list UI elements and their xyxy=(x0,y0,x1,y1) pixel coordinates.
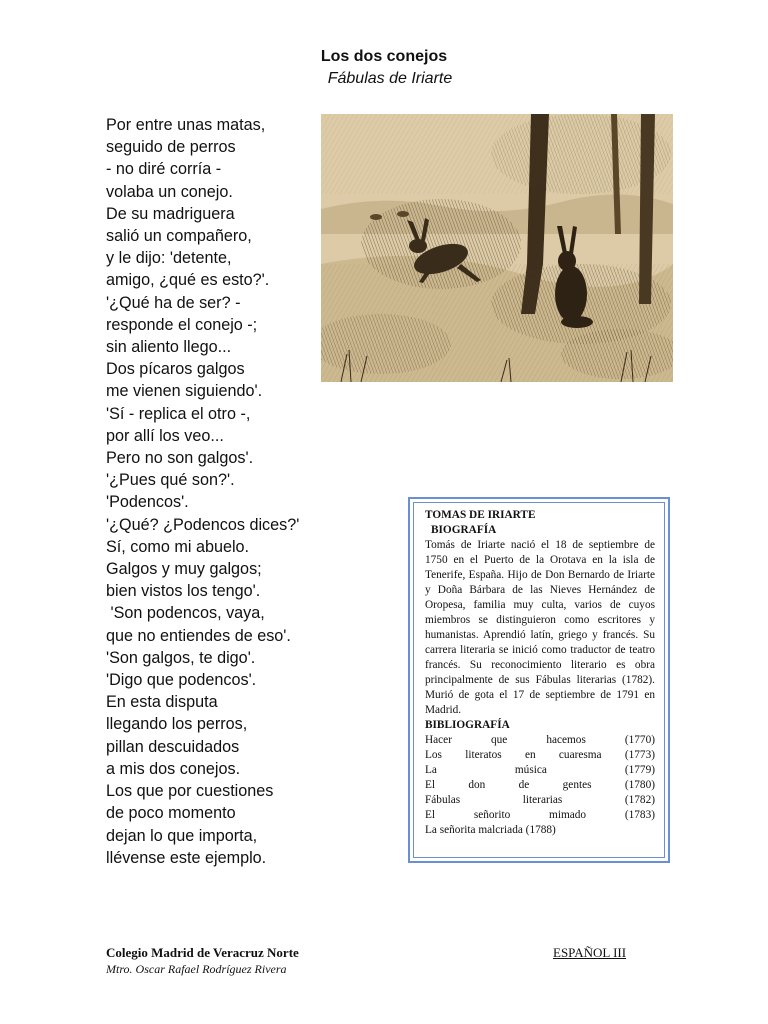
bibliography-item xyxy=(425,793,655,808)
poem-line: pillan descuidados xyxy=(106,737,240,756)
bibliography-title-word: mimado xyxy=(549,809,587,821)
bibliography-year: (1782) xyxy=(624,794,655,806)
poem-line: '¿Pues qué son?'. xyxy=(106,471,235,490)
poem-line: amigo, ¿qué es esto?'. xyxy=(106,271,270,290)
poem-line: sin aliento llego... xyxy=(106,338,232,357)
poem-line: responde el conejo -; xyxy=(106,315,258,334)
bibliography-title-word: Hacer xyxy=(425,734,452,746)
bibliography-heading: BIBLIOGRAFÍA xyxy=(425,719,510,731)
page-subtitle: Fábulas de Iriarte xyxy=(327,70,453,87)
poem-line: que no entiendes de eso'. xyxy=(106,626,291,645)
bibliography-list xyxy=(425,733,655,823)
bio-text: Tomás de Iriarte nació el 18 de septiembre de 1750 en el Puerto de la Orotava en la isla de Tenerife, España. Hijo de Don Bernardo de Iriarte y Doña Bárbara de las Nieves Hernández de Oropesa, familia muy culta, varios de cuyos miembros se distinguieron como escritores y humanistas. Aprendió latín, griego y francés. Su carrera literaria se inició como traductor de teatro francés. Su reconocimiento literario es obra principalmente de sus Fábulas literarias (1782). Murió de gota el 17 de septiembre de 1791 en Madrid. xyxy=(425,539,655,716)
fable-illustration xyxy=(321,114,673,382)
poem-line: volaba un conejo. xyxy=(106,182,233,201)
poem-line: '¿Qué? ¿Podencos dices?' xyxy=(106,515,300,534)
poem-line: 'Sí - replica el otro -, xyxy=(106,404,251,423)
poem-line: seguido de perros xyxy=(106,138,236,157)
bibliography-title-word: música xyxy=(514,764,547,776)
bibliography-title-word: hacemos xyxy=(546,734,586,746)
bibliography-title-word: señorito xyxy=(473,809,511,821)
bibliography-title-word: en xyxy=(524,749,536,761)
page-title: Los dos conejos xyxy=(320,48,448,65)
bibliography-title-word: don xyxy=(468,779,486,791)
bibliography-year: (1773) xyxy=(624,749,655,761)
poem-line: Por entre unas matas, xyxy=(106,116,266,134)
poem-line: de poco momento xyxy=(106,804,236,823)
poem-line: Sí, como mi abuelo. xyxy=(106,537,250,556)
bibliography-year: (1783) xyxy=(624,809,655,821)
poem-line: 'Podencos'. xyxy=(106,493,189,512)
poem-text xyxy=(106,114,346,869)
poem-line: 'Son podencos, vaya, xyxy=(106,604,265,623)
poem-line: Pero no son galgos'. xyxy=(106,449,254,468)
bibliography-item xyxy=(425,808,655,823)
poem-line: Dos pícaros galgos xyxy=(106,360,245,379)
footer-course: ESPAÑOL III xyxy=(553,945,627,960)
footer-school: Colegio Madrid de Veracruz Norte xyxy=(106,945,299,960)
bibliography-item xyxy=(425,778,655,793)
poem-line: me vienen siguiendo'. xyxy=(106,382,263,401)
poem-line: dejan lo que importa, xyxy=(106,826,258,845)
bibliography-last-entry: La señorita malcriada (1788) xyxy=(425,824,556,836)
bibliography-item xyxy=(425,733,655,748)
bibliography-title-word: Los xyxy=(425,749,442,761)
bibliography-title-word: Fábulas xyxy=(425,794,461,806)
poem-line: 'Son galgos, te digo'. xyxy=(106,648,256,667)
bio-subheading: BIOGRAFÍA xyxy=(431,524,497,536)
poem-line: llegando los perros, xyxy=(106,715,248,734)
bibliography-title-word: de xyxy=(518,779,530,791)
bibliography-title-word: literarias xyxy=(522,794,563,806)
bibliography-title-word: literatos xyxy=(465,749,502,761)
bibliography-title-word: cuaresma xyxy=(558,749,602,761)
poem-line: De su madriguera xyxy=(106,204,235,223)
poem-line: En esta disputa xyxy=(106,693,218,712)
biography-box xyxy=(408,497,670,863)
poem-line: llévense este ejemplo. xyxy=(106,848,267,867)
bibliography-title-word: que xyxy=(490,734,508,746)
poem-line: 'Digo que podencos'. xyxy=(106,671,257,690)
poem-line: Galgos y muy galgos; xyxy=(106,560,262,579)
poem-line: Los que por cuestiones xyxy=(106,782,274,801)
bio-heading: TOMAS DE IRIARTE xyxy=(425,509,536,521)
poem-line: a mis dos conejos. xyxy=(106,759,241,778)
bibliography-title-word: La xyxy=(425,764,437,776)
rabbits-engraving-image xyxy=(321,114,673,382)
poem-line: '¿Qué ha de ser? - xyxy=(106,293,241,312)
poem-line: bien vistos los tengo'. xyxy=(106,582,261,601)
bibliography-item xyxy=(425,763,655,778)
bibliography-title-word: El xyxy=(425,779,436,791)
footer-teacher: Mtro. Oscar Rafael Rodríguez Rivera xyxy=(106,962,287,976)
footer-left xyxy=(106,945,299,977)
poem-line: - no diré corría - xyxy=(106,160,222,179)
poem-line: y le dijo: 'detente, xyxy=(106,249,232,268)
bibliography-year: (1780) xyxy=(624,779,655,791)
bibliography-title-word: gentes xyxy=(562,779,592,791)
bibliography-item xyxy=(425,748,655,763)
poem-line: salió un compañero, xyxy=(106,227,252,246)
bibliography-year: (1770) xyxy=(624,734,655,746)
bibliography-year: (1779) xyxy=(624,764,655,776)
poem-line: por allí los veo... xyxy=(106,426,224,445)
bibliography-title-word: El xyxy=(425,809,436,821)
